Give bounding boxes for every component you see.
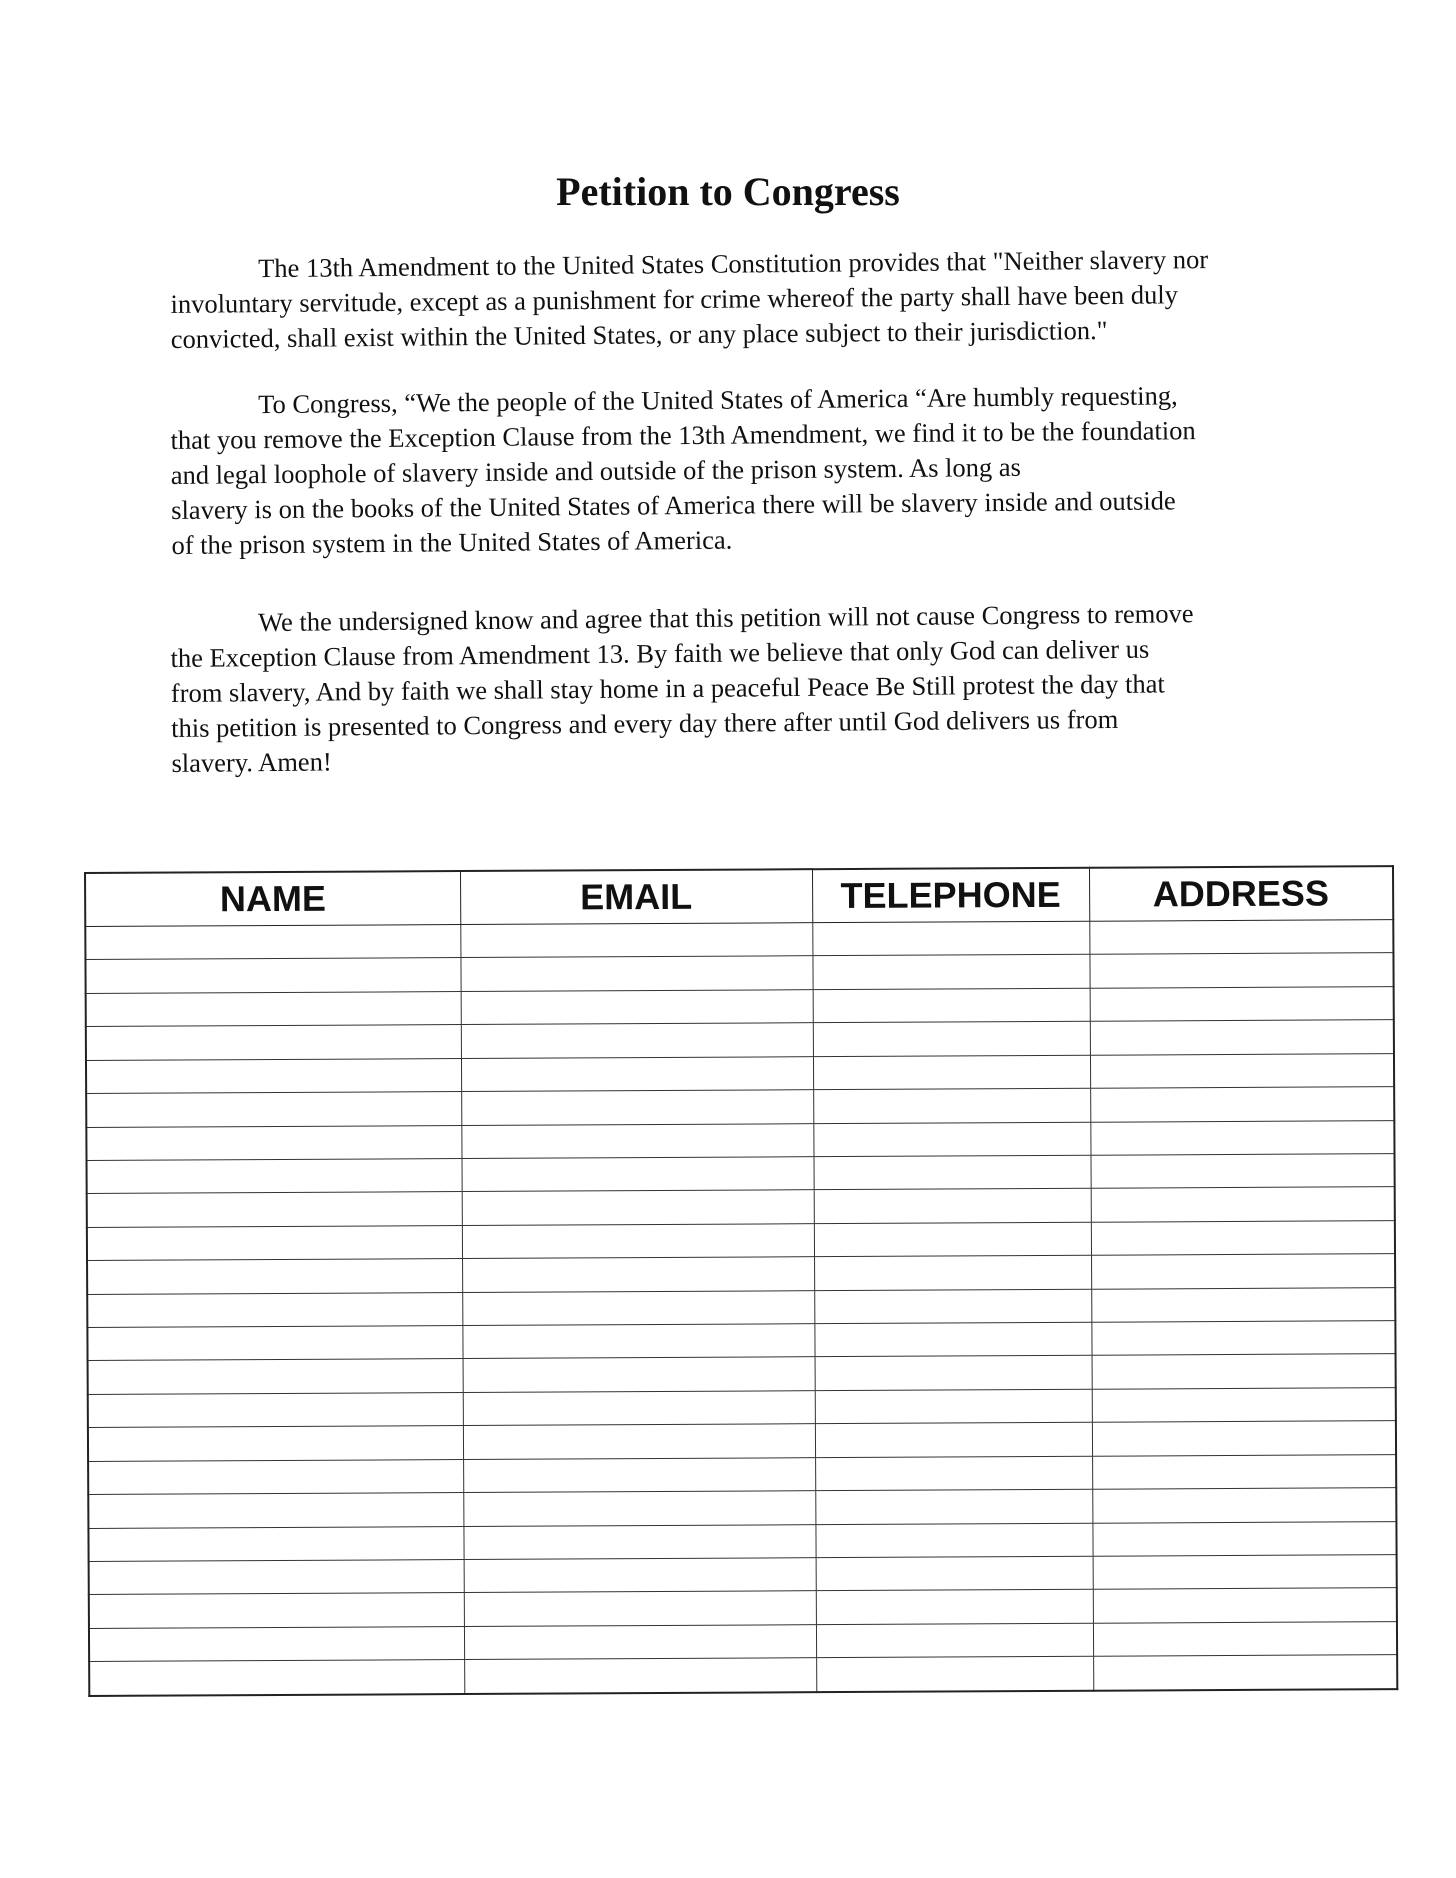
signature-cell-address [1093,1655,1397,1691]
table-header-row [85,866,1393,926]
signature-cell-name [87,1326,462,1361]
paragraph-request-to-congress [170,377,1302,563]
email-field[interactable] [463,1291,814,1325]
signature-cell-address [1092,1388,1396,1423]
telephone-field[interactable] [815,1289,1091,1323]
signature-cell-telephone [814,1155,1091,1190]
column-header-telephone: TELEPHONE [812,868,1089,923]
name-field[interactable] [89,1493,463,1527]
signature-cell-name [86,1025,461,1060]
signature-cell-address [1090,986,1394,1021]
signature-cell-email [462,1324,814,1359]
address-field[interactable] [1093,1555,1396,1589]
email-field[interactable] [463,1391,814,1425]
signature-cell-telephone [815,1423,1092,1458]
signature-cell-telephone [813,1022,1090,1057]
address-field[interactable] [1091,1087,1394,1121]
signature-cell-address [1090,1154,1394,1189]
column-header-address: ADDRESS [1089,866,1393,921]
address-field[interactable] [1091,1188,1394,1222]
address-field[interactable] [1091,1121,1394,1155]
name-field[interactable] [87,1126,461,1160]
paragraph-line: We the undersigned know and agree that this petition will not cause Congress to remove [258,598,1194,638]
signature-cell-address [1093,1588,1397,1623]
paragraph-line: from slavery, And by faith we shall stay home in a peaceful Peace Be Still protest the day that [170,668,1165,708]
signature-cell-name [88,1493,463,1528]
paragraph-line: of the prison system in the United States of America. [171,524,733,560]
address-field[interactable] [1093,1488,1396,1522]
telephone-field[interactable] [816,1456,1092,1490]
name-field[interactable] [88,1192,462,1226]
signature-cell-address [1092,1488,1396,1523]
signature-cell-telephone [816,1657,1093,1693]
signature-cell-address [1093,1555,1397,1590]
telephone-field[interactable] [813,1055,1089,1089]
telephone-field[interactable] [814,1223,1090,1257]
telephone-field[interactable] [816,1557,1092,1591]
address-field[interactable] [1093,1589,1396,1623]
signature-cell-address [1090,1087,1394,1122]
document-title: Petition to Congress [556,169,900,214]
address-field[interactable] [1092,1421,1395,1455]
email-field[interactable] [464,1625,815,1659]
signature-cell-email [463,1424,815,1459]
telephone-field[interactable] [816,1490,1092,1524]
signature-cell-email [461,990,813,1025]
email-field[interactable] [463,1324,814,1358]
address-field[interactable] [1090,954,1393,988]
signature-cell-name [87,1225,462,1260]
paragraph-line: To Congress, “We the people of the United States of America “Are humbly requesting, [258,380,1178,420]
signature-cell-name [85,925,460,960]
email-field[interactable] [463,1257,814,1291]
signature-cell-email [464,1558,816,1593]
name-field[interactable] [90,1560,464,1594]
email-field[interactable] [461,923,812,957]
signature-cell-address [1089,920,1393,955]
email-field[interactable] [462,1090,813,1124]
signature-cell-address [1090,1053,1394,1088]
email-field[interactable] [464,1491,815,1525]
signature-cell-address [1091,1220,1395,1255]
name-field[interactable] [88,1159,462,1193]
signature-cell-address [1090,1120,1394,1155]
telephone-field[interactable] [815,1423,1091,1457]
telephone-field[interactable] [815,1356,1091,1390]
signature-cell-email [463,1357,815,1392]
signature-cell-email [462,1157,814,1192]
telephone-field[interactable] [815,1390,1091,1424]
address-field[interactable] [1090,920,1393,954]
signature-cell-telephone [814,1322,1091,1357]
signature-cell-email [461,1056,813,1091]
name-field[interactable] [89,1460,463,1494]
signature-cell-address [1092,1421,1396,1456]
signature-cell-telephone [815,1456,1092,1491]
signature-cell-telephone [813,1088,1090,1123]
signature-cell-telephone [814,1222,1091,1257]
column-header-name: NAME [85,871,460,926]
address-field[interactable] [1093,1455,1396,1489]
telephone-field[interactable] [814,1156,1090,1190]
name-field[interactable] [87,992,461,1026]
signature-cell-address [1092,1454,1396,1489]
name-field[interactable] [89,1393,463,1427]
address-field[interactable] [1090,1020,1393,1054]
email-field[interactable] [464,1458,815,1492]
signature-cell-email [463,1457,815,1492]
signature-cell-name [86,1092,461,1127]
signature-cell-address [1091,1287,1395,1322]
signature-cell-telephone [815,1389,1092,1424]
signature-cell-telephone [816,1556,1093,1591]
paragraph-line: this petition is presented to Congress and every day there after until God delivers us from [171,703,1119,743]
address-field[interactable] [1092,1388,1395,1422]
signature-cell-name [85,958,460,993]
signature-cell-address [1091,1254,1395,1289]
signature-cell-email [464,1591,816,1626]
signature-cell-telephone [815,1489,1092,1524]
paragraph-line: the Exception Clause from Amendment 13. By faith we believe that only God can deliver us [170,633,1150,673]
name-field[interactable] [87,1092,461,1126]
paragraph-line: slavery is on the books of the United States of America there will be slavery inside and outside [171,485,1176,525]
telephone-field[interactable] [816,1624,1092,1658]
signature-cell-address [1089,953,1393,988]
name-field[interactable] [89,1360,463,1394]
signature-cell-email [461,1123,813,1158]
signature-cell-email [461,1023,813,1058]
email-field[interactable] [464,1558,815,1592]
telephone-field[interactable] [816,1523,1092,1557]
email-field[interactable] [461,957,812,991]
telephone-field[interactable] [813,1022,1089,1056]
signature-cell-name [89,1593,464,1628]
signature-cell-address [1093,1621,1397,1656]
address-field[interactable] [1094,1655,1397,1689]
email-field[interactable] [464,1525,815,1559]
paragraph-line: involuntary servitude, except as a punishment for crime whereof the party shall have been duly [170,279,1179,319]
signature-cell-name [87,1292,462,1327]
signature-cell-email [462,1190,814,1225]
paragraph-line: The 13th Amendment to the United States Constitution provides that "Neither slavery nor [258,244,1209,284]
email-field[interactable] [462,1191,813,1225]
signature-cell-address [1090,1020,1394,1055]
email-field[interactable] [462,1224,813,1258]
address-field[interactable] [1090,1054,1393,1088]
telephone-field[interactable] [814,1089,1090,1123]
signature-cell-telephone [814,1189,1091,1224]
address-field[interactable] [1093,1522,1396,1556]
name-field[interactable] [88,1293,462,1327]
name-field[interactable] [90,1627,464,1661]
signature-cell-telephone [812,921,1089,956]
name-field[interactable] [86,925,460,959]
paragraph-line: that you remove the Exception Clause from the 13th Amendment, we find it to be the foundation [170,415,1196,455]
signature-cell-telephone [813,1122,1090,1157]
signature-cell-telephone [814,1289,1091,1324]
signature-cell-name [86,1058,461,1093]
telephone-field[interactable] [814,1189,1090,1223]
telephone-field[interactable] [815,1256,1091,1290]
signature-cell-name [88,1526,463,1561]
name-field[interactable] [88,1226,462,1260]
name-field[interactable] [86,958,460,992]
signature-cell-email [463,1391,815,1426]
email-field[interactable] [461,1057,812,1091]
name-field[interactable] [88,1326,462,1360]
telephone-field[interactable] [815,1323,1091,1357]
signature-cell-name [88,1459,463,1494]
name-field[interactable] [89,1527,463,1561]
signature-cell-telephone [814,1255,1091,1290]
signature-cell-email [462,1290,814,1325]
signature-cell-telephone [816,1623,1093,1658]
address-field[interactable] [1092,1288,1395,1322]
signature-cell-telephone [813,988,1090,1023]
telephone-field[interactable] [813,955,1089,989]
email-field[interactable] [465,1658,816,1693]
signature-cell-email [462,1257,814,1292]
name-field[interactable] [90,1660,464,1695]
address-field[interactable] [1092,1321,1395,1355]
address-field[interactable] [1093,1622,1396,1656]
paragraph-line: convicted, shall exist within the United States, or any place subject to their jurisdiction." [170,315,1108,354]
signature-cell-address [1091,1321,1395,1356]
signature-table [84,865,1398,1697]
signature-cell-email [463,1524,815,1559]
signature-cell-name [89,1626,464,1661]
telephone-field[interactable] [814,1122,1090,1156]
signature-rows [85,920,1397,1696]
address-field[interactable] [1092,1254,1395,1288]
signature-cell-email [460,956,812,991]
email-field[interactable] [461,990,812,1024]
signature-cell-telephone [815,1523,1092,1558]
signature-cell-telephone [815,1356,1092,1391]
address-field[interactable] [1091,1154,1394,1188]
paragraph-undersigned-statement [170,595,1302,781]
signature-cell-email [462,1223,814,1258]
email-field[interactable] [464,1592,815,1626]
paragraph-amendment-text [170,241,1301,357]
signature-cell-name [86,991,461,1026]
signature-cell-address [1092,1521,1396,1556]
signature-cell-name [87,1192,462,1227]
signature-cell-name [88,1426,463,1461]
signature-cell-name [87,1259,462,1294]
signature-cell-name [88,1359,463,1394]
address-field[interactable] [1091,1221,1394,1255]
table-row [89,1655,1397,1696]
signature-cell-address [1091,1187,1395,1222]
signature-cell-name [89,1560,464,1595]
signature-cell-email [464,1625,816,1660]
name-field[interactable] [89,1426,463,1460]
email-field[interactable] [462,1157,813,1191]
signature-cell-email [464,1658,816,1694]
address-field[interactable] [1092,1355,1395,1389]
name-field[interactable] [90,1593,464,1627]
telephone-field[interactable] [816,1590,1092,1624]
email-field[interactable] [463,1425,814,1459]
telephone-field[interactable] [813,922,1089,956]
signature-cell-telephone [812,955,1089,990]
signature-cell-name [87,1158,462,1193]
signature-cell-name [86,1125,461,1160]
signature-cell-email [461,1090,813,1125]
signature-cell-email [463,1491,815,1526]
telephone-field[interactable] [813,989,1089,1023]
email-field[interactable] [463,1358,814,1392]
email-field[interactable] [462,1124,813,1158]
name-field[interactable] [88,1259,462,1293]
signature-cell-address [1092,1354,1396,1389]
signature-cell-name [88,1392,463,1427]
email-field[interactable] [461,1023,812,1057]
column-header-email: EMAIL [460,869,812,924]
name-field[interactable] [87,1059,461,1093]
paragraph-line: and legal loophole of slavery inside and outside of the prison system. As long as [170,451,1022,490]
signature-cell-telephone [813,1055,1090,1090]
signature-table-container [84,865,1396,1697]
signature-cell-telephone [816,1590,1093,1625]
paragraph-line: slavery. Amen! [171,746,332,778]
address-field[interactable] [1090,987,1393,1021]
name-field[interactable] [87,1025,461,1059]
telephone-field[interactable] [817,1657,1093,1691]
signature-cell-email [460,923,812,958]
signature-cell-name [89,1660,464,1696]
